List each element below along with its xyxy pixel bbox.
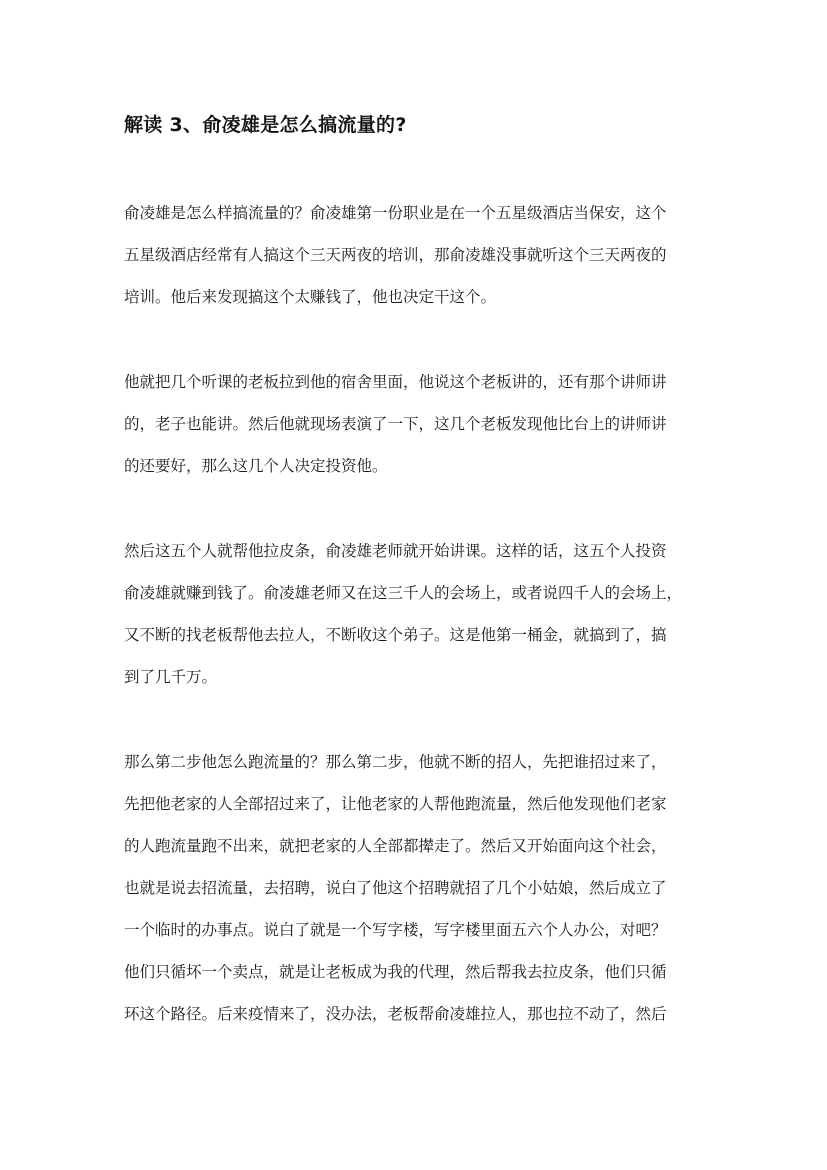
paragraph-2 — [124, 361, 724, 487]
paragraph-line: 环这个路径。后来疫情来了，没办法，老板帮俞凌雄拉人，那也拉不动了，然后 — [124, 1005, 667, 1023]
paragraph-line: 的人跑流量跑不出来，就把老家的人全部都撵走了。然后又开始面向这个社会， — [124, 837, 667, 855]
paragraph-4 — [124, 741, 724, 1035]
section-heading: 解读 3、俞凌雄是怎么搞流量的? — [124, 114, 407, 136]
paragraph-line: 也就是说去招流量，去招聘，说白了他这个招聘就招了几个小姑娘，然后成立了 — [124, 879, 667, 897]
paragraph-1 — [124, 192, 724, 318]
paragraph-line: 他们只循坏一个卖点，就是让老板成为我的代理，然后帮我去拉皮条，他们只循 — [124, 963, 667, 981]
paragraph-line: 那么第二步他怎么跑流量的？那么第二步，他就不断的招人，先把谁招过来了， — [124, 753, 667, 771]
paragraph-line: 五星级酒店经常有人搞这个三天两夜的培训，那俞凌雄没事就听这个三天两夜的 — [124, 246, 667, 264]
paragraph-line: 又不断的找老板帮他去拉人，不断收这个弟子。这是他第一桶金，就搞到了，搞 — [124, 626, 667, 644]
paragraph-line: 的，老子也能讲。然后他就现场表演了一下，这几个老板发现他比台上的讲师讲 — [124, 415, 667, 433]
paragraph-line: 然后这五个人就帮他拉皮条，俞凌雄老师就开始讲课。这样的话，这五个人投资 — [124, 542, 667, 560]
paragraph-line: 的还要好，那么这几个人决定投资他。 — [124, 457, 388, 475]
paragraph-line: 俞凌雄是怎么样搞流量的？俞凌雄第一份职业是在一个五星级酒店当保安，这个 — [124, 204, 667, 222]
paragraph-line: 俞凌雄就赚到钱了。俞凌雄老师又在这三千人的会场上，或者说四千人的会场上， — [124, 584, 683, 602]
paragraph-line: 他就把几个听课的老板拉到他的宿舍里面，他说这个老板讲的，还有那个讲师讲 — [124, 373, 667, 391]
paragraph-line: 一个临时的办事点。说白了就是一个写字楼，写字楼里面五六个人办公，对吧？ — [124, 921, 667, 939]
paragraph-3 — [124, 530, 724, 698]
paragraph-line: 培训。他后来发现搞这个太赚钱了，他也决定干这个。 — [124, 288, 497, 306]
paragraph-line: 到了几千万。 — [124, 668, 218, 686]
paragraph-line: 先把他老家的人全部招过来了，让他老家的人帮他跑流量，然后他发现他们老家 — [124, 795, 667, 813]
